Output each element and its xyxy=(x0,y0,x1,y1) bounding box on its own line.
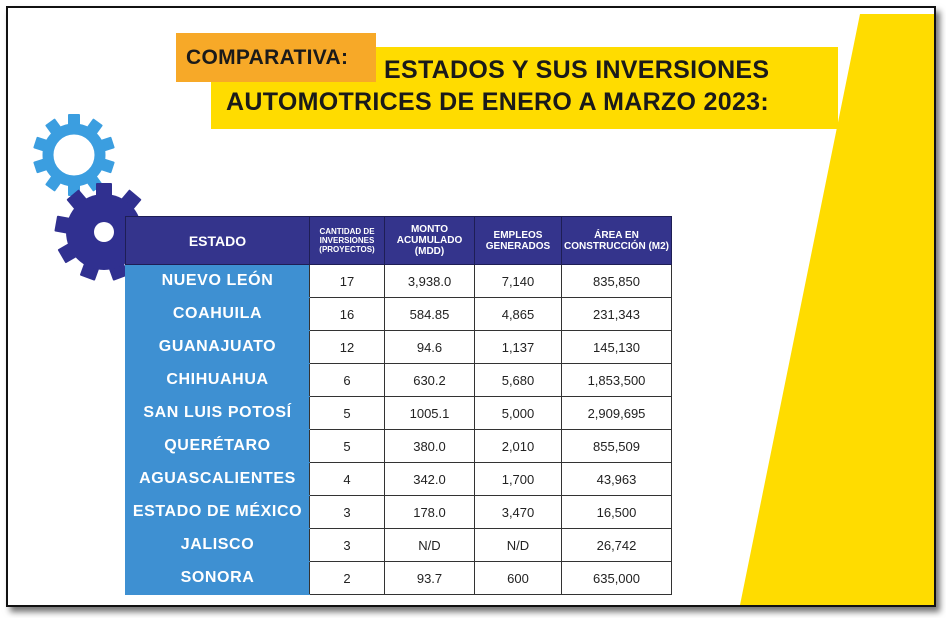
state-name: ESTADO DE MÉXICO xyxy=(126,496,310,529)
cell-jobs: 3,470 xyxy=(475,496,562,529)
investments-table xyxy=(125,216,672,595)
cell-investments: 6 xyxy=(310,364,385,397)
table-row xyxy=(126,397,672,430)
cell-jobs: 7,140 xyxy=(475,265,562,298)
table-row xyxy=(126,265,672,298)
title-line-2: AUTOMOTRICES DE ENERO A MARZO 2023: xyxy=(226,88,769,116)
cell-investments: 3 xyxy=(310,496,385,529)
table-row xyxy=(126,364,672,397)
cell-jobs: N/D xyxy=(475,529,562,562)
header-empleos-generados: EMPLEOS GENERADOS xyxy=(475,217,562,265)
header-area-construccion: ÁREA EN CONSTRUCCIÓN (M2) xyxy=(562,217,672,265)
cell-area: 145,130 xyxy=(562,331,672,364)
cell-amount: 94.6 xyxy=(385,331,475,364)
state-name: GUANAJUATO xyxy=(126,331,310,364)
cell-area: 635,000 xyxy=(562,562,672,595)
cell-amount: 630.2 xyxy=(385,364,475,397)
header-estado: ESTADO xyxy=(126,217,310,265)
cell-jobs: 5,000 xyxy=(475,397,562,430)
cell-investments: 2 xyxy=(310,562,385,595)
table-row xyxy=(126,529,672,562)
cell-amount: 93.7 xyxy=(385,562,475,595)
title-badge-text: COMPARATIVA: xyxy=(186,46,349,69)
cell-jobs: 1,137 xyxy=(475,331,562,364)
table-row xyxy=(126,331,672,364)
cell-area: 1,853,500 xyxy=(562,364,672,397)
cell-investments: 5 xyxy=(310,397,385,430)
table-header-row xyxy=(126,217,672,265)
table-row xyxy=(126,430,672,463)
cell-investments: 17 xyxy=(310,265,385,298)
slide-frame xyxy=(6,6,936,607)
state-name: COAHUILA xyxy=(126,298,310,331)
cell-amount: 584.85 xyxy=(385,298,475,331)
cell-amount: 3,938.0 xyxy=(385,265,475,298)
cell-area: 2,909,695 xyxy=(562,397,672,430)
cell-jobs: 2,010 xyxy=(475,430,562,463)
table-row xyxy=(126,496,672,529)
header-monto-acumulado: MONTO ACUMULADO (MDD) xyxy=(385,217,475,265)
table-row xyxy=(126,298,672,331)
cell-amount: 380.0 xyxy=(385,430,475,463)
state-name: CHIHUAHUA xyxy=(126,364,310,397)
table-body xyxy=(126,265,672,595)
cell-amount: 178.0 xyxy=(385,496,475,529)
cell-area: 231,343 xyxy=(562,298,672,331)
cell-investments: 12 xyxy=(310,331,385,364)
table-row xyxy=(126,463,672,496)
state-name: QUERÉTARO xyxy=(126,430,310,463)
cell-investments: 4 xyxy=(310,463,385,496)
state-name: JALISCO xyxy=(126,529,310,562)
state-name: SAN LUIS POTOSÍ xyxy=(126,397,310,430)
cell-investments: 5 xyxy=(310,430,385,463)
table-row xyxy=(126,562,672,595)
cell-investments: 16 xyxy=(310,298,385,331)
cell-jobs: 4,865 xyxy=(475,298,562,331)
cell-amount: N/D xyxy=(385,529,475,562)
state-name: NUEVO LEÓN xyxy=(126,265,310,298)
cell-amount: 342.0 xyxy=(385,463,475,496)
cell-investments: 3 xyxy=(310,529,385,562)
cell-area: 43,963 xyxy=(562,463,672,496)
header-cantidad-inversiones: CANTIDAD DE INVERSIONES (PROYECTOS) xyxy=(310,217,385,265)
cell-area: 26,742 xyxy=(562,529,672,562)
title-line-1: ESTADOS Y SUS INVERSIONES xyxy=(384,56,770,84)
cell-area: 855,509 xyxy=(562,430,672,463)
state-name: AGUASCALIENTES xyxy=(126,463,310,496)
cell-jobs: 5,680 xyxy=(475,364,562,397)
state-name: SONORA xyxy=(126,562,310,595)
cell-jobs: 600 xyxy=(475,562,562,595)
cell-amount: 1005.1 xyxy=(385,397,475,430)
cell-area: 835,850 xyxy=(562,265,672,298)
cell-area: 16,500 xyxy=(562,496,672,529)
cell-jobs: 1,700 xyxy=(475,463,562,496)
